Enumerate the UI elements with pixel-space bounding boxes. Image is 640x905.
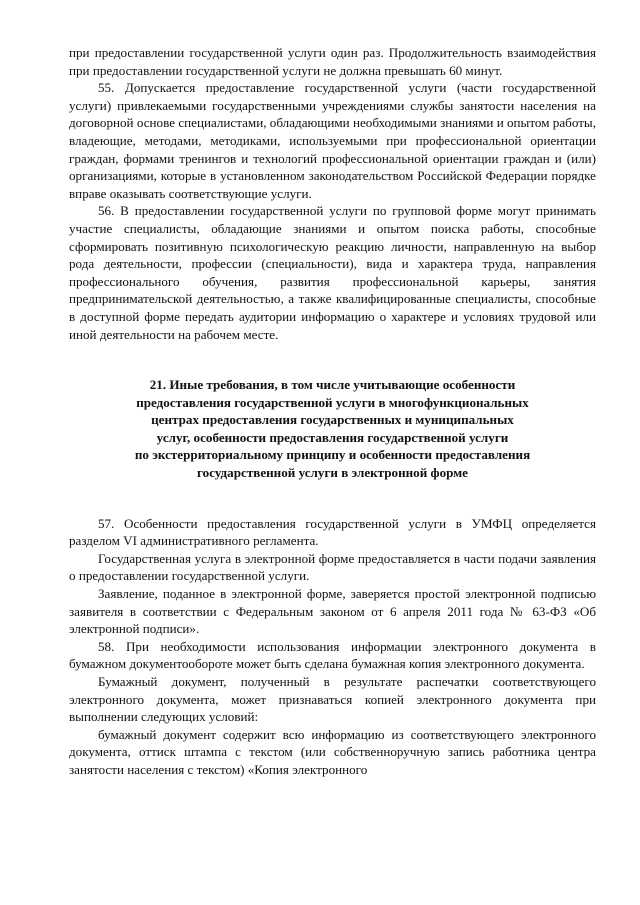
paragraph-continuation: при предоставлении государственной услуги один раз. Продолжительность взаимодействия при предоставлении государственной услуги не должна превышать 60 минут. xyxy=(69,45,596,78)
section-heading-21 xyxy=(69,376,596,482)
document-page xyxy=(69,44,596,779)
heading-line: услуг, особенности предоставления государственной услуги xyxy=(156,429,509,445)
paragraph-electronic-signature: Заявление, поданное в электронной форме, заверяется простой электронной подписью заявителя в соответствии с Федеральным законом от 6 апреля 2011 года № 63-ФЗ «Об электронной подписи». xyxy=(69,586,596,637)
paragraph-paper-copy-conditions: бумажный документ содержит всю информацию из соответствующего электронного документа, оттиск штампа с текстом (или собственноручную запись работника центра занятости населения с текстом) «Копия электронного xyxy=(69,726,596,777)
heading-line: по экстерриториальному принципу и особенности предоставления xyxy=(134,447,531,463)
heading-line: центрах предоставления государственных и муниципальных xyxy=(151,412,514,428)
paragraph-56: 56. В предоставлении государственной услуги по групповой форме могут принимать участие специалисты, обладающие знаниями и опытом поиска работы, способные сформировать позитивную психологическую реакцию личности, направленную на выбор рода деятельности, профессии (специальности), вида и характера труда, направления профессионального обучения, развития профессиональной карьеры, занятия предпринимательской деятельностью, а также квалифицированные специалисты, способные в доступной форме передать аудитории информацию о характере и условиях трудовой или иной деятельности на рабочем месте. xyxy=(69,203,596,342)
paragraph-55: 55. Допускается предоставление государственной услуги (части государственной услуги) привлекаемыми государственными учреждениями службы занятости населения на договорной основе специалистами, обладающими необходимыми знаниями и опытом работы, владеющие, методами, методиками, используемыми при профессиональной ориентации граждан, формами тренингов и технологий профессиональной ориентации граждан и (или) организациями, которые в установленном законодательством Российской Федерации порядке вправе оказывать соответствующие услуги. xyxy=(69,80,596,201)
paragraph-57: 57. Особенности предоставления государственной услуги в УМФЦ определяется разделом VI административного регламента. xyxy=(69,515,596,549)
paragraph-58: 58. При необходимости использования информации электронного документа в бумажном документообороте может быть сделана бумажная копия электронного документа. xyxy=(69,638,596,672)
heading-line: предоставления государственной услуги в многофункциональных xyxy=(136,394,529,410)
paragraph-paper-document: Бумажный документ, полученный в результате распечатки соответствующего электронного документа, может признаваться копией электронного документа при выполнении следующих условий: xyxy=(69,674,596,725)
heading-line: государственной услуги в электронной форме xyxy=(197,465,468,481)
heading-line: 21. Иные требования, в том числе учитывающие особенности xyxy=(149,377,516,393)
paragraph-electronic-form: Государственная услуга в электронной форме предоставляется в части подачи заявления о предоставлении государственной услуги. xyxy=(69,550,596,584)
